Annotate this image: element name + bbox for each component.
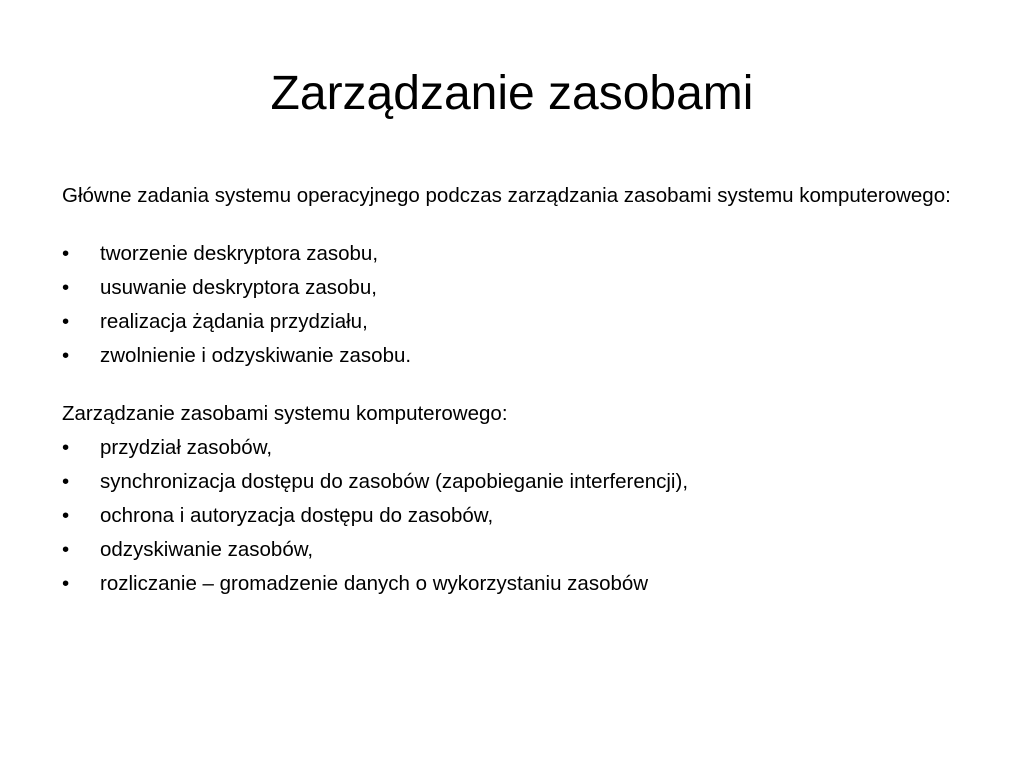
list-item [62, 572, 962, 596]
bullet-icon: • [62, 470, 70, 493]
list-item-text: tworzenie deskryptora zasobu, [100, 242, 379, 265]
list-item-text: usuwanie deskryptora zasobu, [100, 276, 377, 299]
list-item [62, 504, 962, 528]
list-item [62, 470, 962, 494]
bullet-icon: • [62, 344, 70, 367]
list-item-text: synchronizacja dostępu do zasobów (zapobieganie interferencji), [100, 470, 689, 493]
bullet-icon: • [62, 310, 70, 333]
tasks-list [62, 242, 962, 368]
slide-body [62, 184, 962, 606]
list-item-text: zwolnienie i odzyskiwanie zasobu. [100, 344, 412, 367]
bullet-icon: • [62, 572, 70, 595]
list-item-text: przydział zasobów, [100, 436, 273, 459]
slide-title: Zarządzanie zasobami [270, 67, 754, 120]
list-item-text: ochrona i autoryzacja dostępu do zasobów, [100, 504, 494, 527]
intro-paragraph: Główne zadania systemu operacyjnego podczas zarządzania zasobami systemu komputerowego: [62, 184, 951, 207]
list-item [62, 242, 962, 266]
bullet-icon: • [62, 504, 70, 527]
list-item [62, 310, 962, 334]
list-item-text: odzyskiwanie zasobów, [100, 538, 314, 561]
list-item [62, 344, 962, 368]
list-item [62, 436, 962, 460]
list-item-text: rozliczanie – gromadzenie danych o wykorzystaniu zasobów [100, 572, 649, 595]
section-heading: Zarządzanie zasobami systemu komputerowego: [62, 402, 508, 425]
management-list [62, 436, 962, 596]
bullet-icon: • [62, 436, 70, 459]
list-item [62, 276, 962, 300]
list-item-text: realizacja żądania przydziału, [100, 310, 368, 333]
bullet-icon: • [62, 242, 70, 265]
bullet-icon: • [62, 538, 70, 561]
bullet-icon: • [62, 276, 70, 299]
list-item [62, 538, 962, 562]
